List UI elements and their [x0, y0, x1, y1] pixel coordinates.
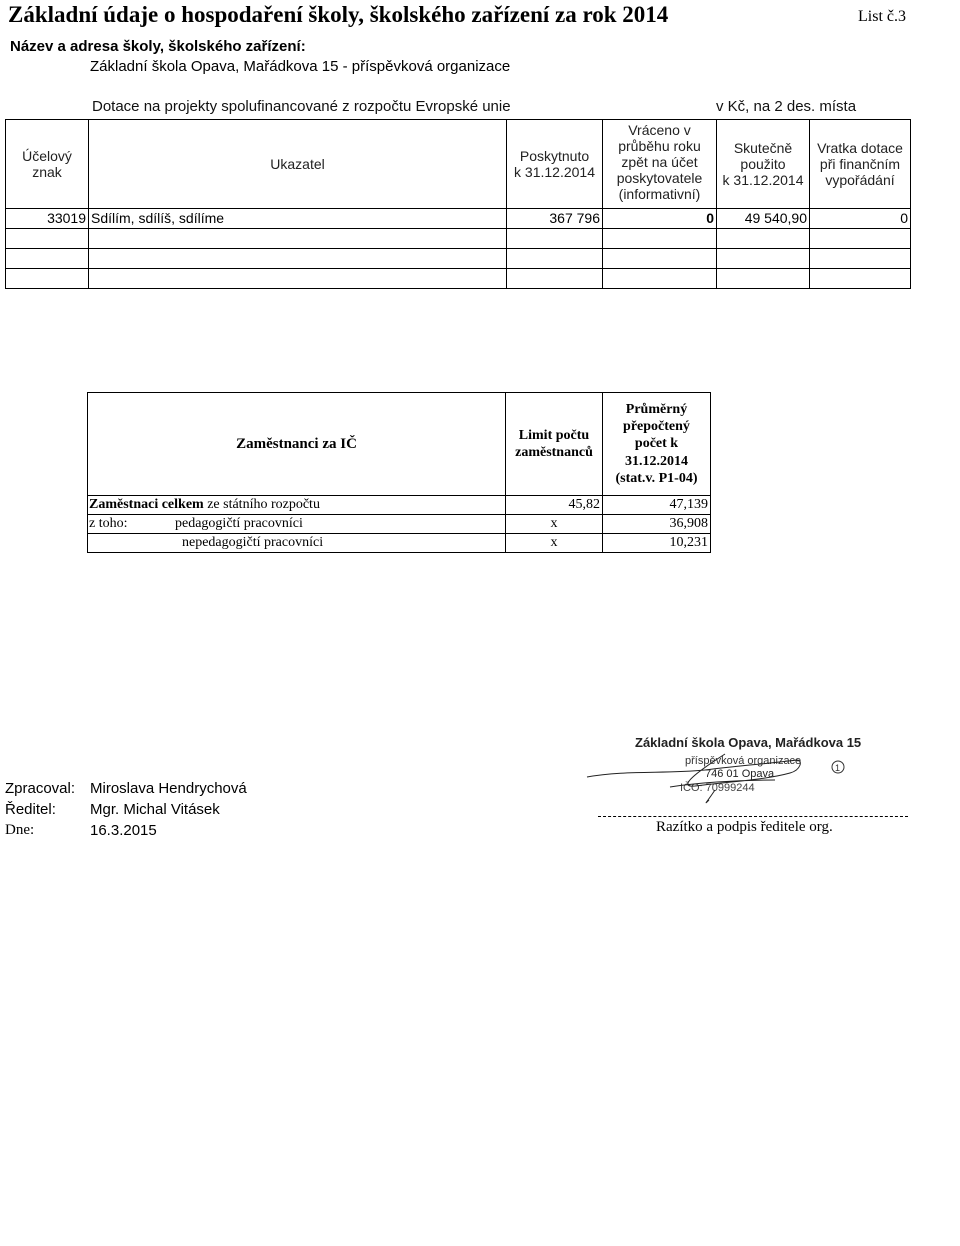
table-row-empty [6, 249, 911, 269]
cell-employee-label: z toho: pedagogičtí pracovníci [88, 515, 506, 534]
grant-table [5, 119, 911, 289]
school-stamp [575, 730, 875, 810]
cell-average: 36,908 [603, 515, 711, 534]
col-header-provided: Poskytnuto k 31.12.2014 [507, 120, 603, 209]
cell-limit: x [506, 515, 603, 534]
address-value: Základní škola Opava, Mařádkova 15 - příspěvková organizace [90, 58, 511, 75]
col-header-returned: Vráceno v průběhu roku zpět na účet poskytovatele (informativní) [603, 120, 717, 209]
grant-table-header [6, 120, 911, 209]
employee-total-label: Zaměstnaci celkem [89, 497, 204, 513]
table-row [6, 209, 911, 229]
stamp-line-4: IČO: 70999244 [680, 782, 755, 794]
cell-used: 49 540,90 [717, 209, 810, 229]
col-header-limit: Limit počtu zaměstnanců [506, 393, 603, 496]
col-header-average: Průměrný přepočtený počet k 31.12.2014 (stat.v. P1-04) [603, 393, 711, 496]
col-header-employees: Zaměstnanci za IČ [88, 393, 506, 496]
cell-employee-label: nepedagogičtí pracovníci [88, 534, 506, 553]
cell-limit: 45,82 [506, 496, 603, 515]
employee-table-header [88, 393, 711, 496]
grant-table-caption: Dotace na projekty spolufinancované z rozpočtu Evropské unie [92, 98, 511, 115]
prepared-by-value: Miroslava Hendrychová [90, 780, 247, 797]
date-label: Dne: [5, 822, 35, 838]
table-row [88, 496, 711, 515]
cell-returned: 0 [603, 209, 717, 229]
table-row [88, 534, 711, 553]
col-header-used: Skutečně použito k 31.12.2014 [717, 120, 810, 209]
stamp-mark: 1 [835, 763, 841, 773]
col-header-indicator: Ukazatel [89, 120, 507, 209]
col-header-code: Účelový znak [6, 120, 89, 209]
sheet-number: List č.3 [858, 8, 906, 25]
cell-employee-label: Zaměstnaci celkem ze státního rozpočtu [88, 496, 506, 515]
cell-indicator: Sdílím, sdílíš, sdílíme [89, 209, 507, 229]
grant-table-units: v Kč, na 2 des. místa [716, 98, 857, 115]
signature-line [598, 816, 908, 817]
cell-code: 33019 [6, 209, 89, 229]
col-header-refund: Vratka dotace při finančním vypořádání [810, 120, 911, 209]
director-value: Mgr. Michal Vitásek [90, 801, 220, 818]
cell-refund: 0 [810, 209, 911, 229]
cell-provided: 367 796 [507, 209, 603, 229]
address-label: Název a adresa školy, školského zařízení: [10, 38, 306, 55]
signature-caption: Razítko a podpis ředitele org. [656, 819, 833, 835]
employee-table [87, 392, 711, 553]
cell-limit: x [506, 534, 603, 553]
cell-average: 10,231 [603, 534, 711, 553]
cell-average: 47,139 [603, 496, 711, 515]
stamp-line-3: 746 01 Opava [705, 768, 775, 780]
table-row-empty [6, 269, 911, 289]
document-title: Základní údaje o hospodaření školy, školského zařízení za rok 2014 [8, 2, 669, 27]
table-row-empty [6, 229, 911, 249]
prepared-by-label: Zpracoval: [5, 780, 76, 797]
director-label: Ředitel: [5, 801, 56, 818]
stamp-line-2: příspěvková organizace [685, 755, 802, 767]
stamp-line-1: Základní škola Opava, Mařádkova 15 [635, 735, 862, 750]
date-value: 16.3.2015 [90, 822, 157, 839]
table-row [88, 515, 711, 534]
